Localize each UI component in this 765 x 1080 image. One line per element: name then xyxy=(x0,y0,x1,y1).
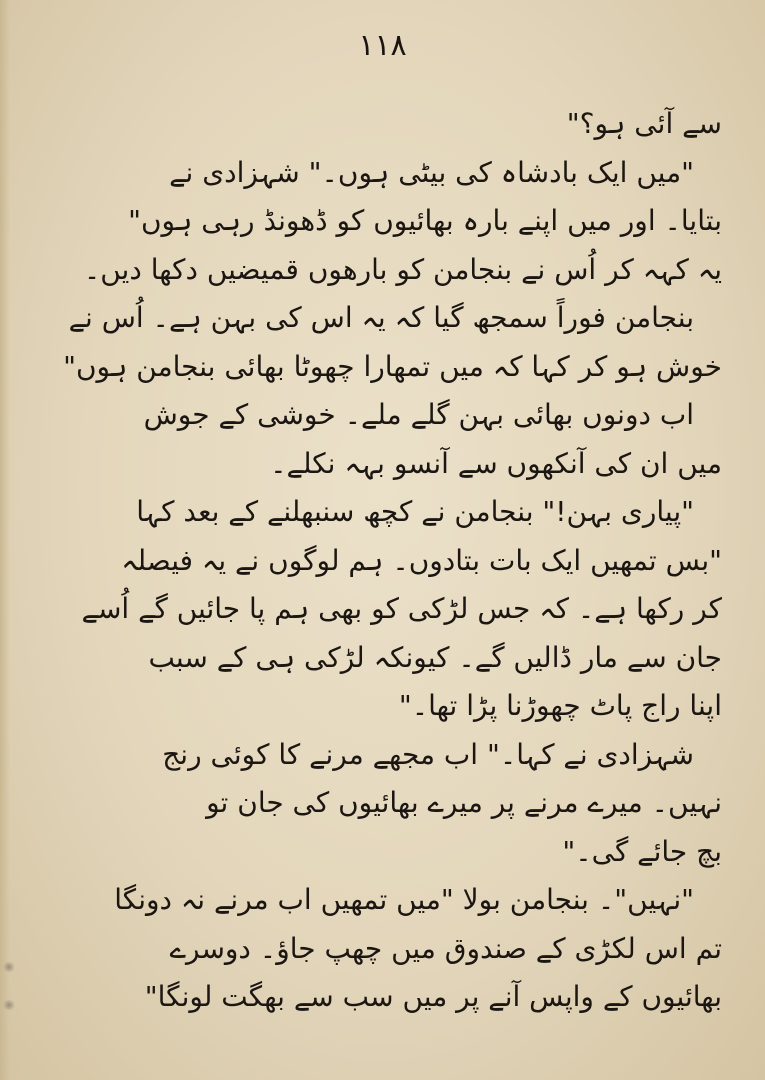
text-line: بچ جائے گی۔" xyxy=(562,834,722,868)
text-line: "میں ایک بادشاہ کی بیٹی ہوں۔" شہزادی نے xyxy=(169,155,694,189)
text-line: کر رکھا ہے۔ کہ جس لڑکی کو بھی ہم پا جائیں گے اُسے xyxy=(81,592,722,625)
text-line: خوش ہو کر کہا کہ میں تمھارا چھوٹا بھائی بنجامن ہوں" xyxy=(63,349,722,383)
text-line: سے آئی ہو؟" xyxy=(566,107,722,140)
text-line: اپنا راج پاٹ چھوڑنا پڑا تھا۔" xyxy=(398,689,722,722)
page-body-text xyxy=(40,100,722,1022)
text-line: "پیاری بہن!" بنجامن نے کچھ سنبھلنے کے بعد کہا xyxy=(136,495,694,528)
text-line: "نہیں"۔ بنجامن بولا "میں تمھیں اب مرنے نہ دونگا xyxy=(114,883,694,916)
paper-stain xyxy=(2,962,16,972)
paper-stain xyxy=(2,1000,16,1010)
text-line: بھائیوں کے واپس آنے پر میں سب سے بھگت لونگا" xyxy=(144,980,722,1013)
text-line: "بس تمھیں ایک بات بتادوں۔ ہم لوگوں نے یہ فیصلہ xyxy=(121,543,722,577)
page-number: ۱۱۸ xyxy=(358,28,407,63)
text-line: بنجامن فوراً سمجھ گیا کہ یہ اس کی بہن ہے۔ اُس نے xyxy=(68,301,694,334)
text-line: میں ان کی آنکھوں سے آنسو بہہ نکلے۔ xyxy=(270,446,722,480)
text-line: تم اس لکڑی کے صندوق میں چھپ جاؤ۔ دوسرے xyxy=(169,931,722,965)
text-line: بتایا۔ اور میں اپنے بارہ بھائیوں کو ڈھونڈ رہی ہوں" xyxy=(128,204,722,237)
text-line: یہ کہہ کر اُس نے بنجامن کو بارھوں قمیضیں دکھا دیں۔ xyxy=(83,252,722,286)
text-line: اب دونوں بھائی بہن گلے ملے۔ خوشی کے جوش xyxy=(143,398,694,431)
page-edge-shadow xyxy=(0,0,10,1080)
text-line: نہیں۔ میرے مرنے پر میرے بھائیوں کی جان تو xyxy=(206,786,722,819)
text-line: جان سے مار ڈالیں گے۔ کیونکہ لڑکی ہی کے سبب xyxy=(148,640,722,674)
text-line: شہزادی نے کہا۔" اب مجھے مرنے کا کوئی رنج xyxy=(162,737,694,771)
